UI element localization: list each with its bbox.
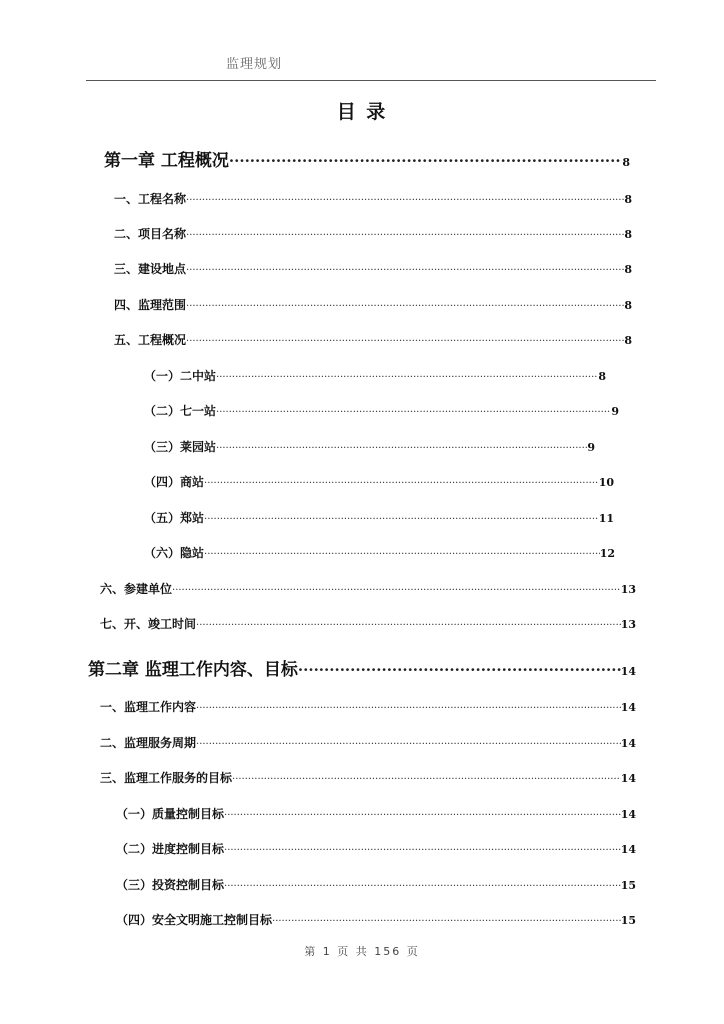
toc-entry-label: （三）莱园站	[144, 440, 217, 454]
toc-page-number: 8	[598, 370, 606, 383]
toc-page-number: 8	[624, 228, 632, 241]
toc-entry[interactable]	[144, 544, 615, 562]
toc-leader-dots	[196, 620, 621, 631]
toc-entry[interactable]	[116, 840, 636, 858]
toc-leader-dots	[204, 478, 599, 489]
toc-entry-label: 二、监理服务周期	[100, 736, 197, 750]
toc-entry[interactable]	[100, 698, 636, 716]
toc-entry[interactable]	[114, 260, 632, 278]
toc-entry[interactable]	[114, 296, 632, 314]
toc-page-number: 8	[624, 263, 632, 276]
toc-page-number: 14	[620, 808, 636, 821]
toc-page-number: 8	[622, 156, 630, 169]
toc-leader-dots	[229, 152, 622, 170]
toc-page-number: 14	[620, 737, 636, 750]
toc-entry[interactable]	[114, 225, 632, 243]
toc-entry[interactable]	[116, 876, 636, 894]
toc-leader-dots	[224, 845, 621, 856]
toc-entry-label: （三）投资控制目标	[116, 878, 225, 892]
toc-page-number: 12	[599, 547, 615, 560]
toc-title: 目 录	[336, 101, 388, 123]
toc-page-number: 8	[624, 299, 632, 312]
toc-entry[interactable]	[144, 402, 619, 420]
toc-entry[interactable]	[116, 911, 636, 929]
toc-page-number: 14	[620, 772, 636, 785]
toc-entry-label: （二）七一站	[144, 404, 217, 418]
toc-entry[interactable]	[100, 615, 636, 633]
toc-page-number: 13	[620, 618, 636, 631]
toc-page-number: 15	[620, 879, 636, 892]
toc-page-number: 14	[620, 843, 636, 856]
toc-leader-dots	[216, 372, 598, 383]
toc-entry-label: （五）郑站	[144, 511, 205, 525]
toc-entry-label: 五、工程概况	[114, 333, 187, 347]
toc-leader-dots	[186, 336, 624, 347]
toc-entry-label: 四、监理范围	[114, 298, 187, 312]
toc-leader-dots	[186, 230, 624, 241]
toc-entry[interactable]	[100, 580, 636, 598]
toc-entry-label: （一）质量控制目标	[116, 807, 225, 821]
toc-entry[interactable]	[144, 438, 595, 456]
toc-leader-dots	[172, 585, 621, 596]
toc-entry[interactable]	[144, 367, 606, 385]
toc-entry[interactable]	[114, 331, 632, 349]
toc-entry[interactable]	[114, 190, 632, 208]
toc-entry[interactable]	[100, 734, 636, 752]
toc-page-number: 11	[598, 512, 614, 525]
toc-entry-label: 一、监理工作内容	[100, 700, 197, 714]
toc-leader-dots	[224, 881, 621, 892]
toc-entry-label: 三、建设地点	[114, 262, 187, 276]
toc-leader-dots	[196, 739, 621, 750]
toc-entry-label: （四）安全文明施工控制目标	[116, 913, 273, 927]
toc-entry-label: （一）二中站	[144, 369, 217, 383]
toc-leader-dots	[186, 195, 624, 206]
toc-page-number: 9	[611, 405, 619, 418]
toc-leader-dots	[204, 549, 600, 560]
toc-leader-dots	[232, 774, 621, 785]
toc-page-number: 13	[620, 583, 636, 596]
toc-leader-dots	[224, 810, 621, 821]
toc-page-number: 9	[587, 441, 595, 454]
header-divider	[86, 80, 656, 81]
toc-leader-dots	[272, 916, 621, 927]
toc-entry[interactable]	[144, 473, 614, 491]
toc-entry[interactable]	[116, 805, 636, 823]
toc-entry[interactable]	[144, 509, 614, 527]
toc-page-number: 15	[620, 914, 636, 927]
toc-leader-dots	[298, 661, 621, 679]
page-footer: 第 1 页 共 156 页	[304, 945, 420, 958]
toc-entry-label: （二）进度控制目标	[116, 842, 225, 856]
toc-entry-label: 七、开、竣工时间	[100, 617, 197, 631]
toc-page-number: 14	[620, 701, 636, 714]
toc-entry-label: 三、监理工作服务的目标	[100, 771, 233, 785]
toc-page-number: 8	[624, 334, 632, 347]
toc-page-number: 14	[620, 665, 636, 678]
toc-entry-chapter-1[interactable]	[104, 146, 630, 170]
toc-leader-dots	[186, 301, 624, 312]
toc-leader-dots	[204, 514, 599, 525]
toc-leader-dots	[216, 407, 611, 418]
toc-entry-label: 第一章 工程概况	[104, 151, 229, 171]
toc-entry-chapter-2[interactable]	[88, 655, 636, 679]
toc-page-number: 8	[624, 193, 632, 206]
toc-entry[interactable]	[100, 769, 636, 787]
toc-entry-label: 二、项目名称	[114, 227, 187, 241]
toc-entry-label: 六、参建单位	[100, 582, 173, 596]
toc-entry-label: （四）商站	[144, 475, 205, 489]
toc-leader-dots	[196, 703, 621, 714]
running-header: 监理规划	[226, 57, 283, 72]
toc-entry-label: 一、工程名称	[114, 192, 187, 206]
toc-entry-label: （六）隐站	[144, 546, 205, 560]
toc-leader-dots	[186, 265, 624, 276]
toc-entry-label: 第二章 监理工作内容、目标	[88, 660, 298, 680]
toc-leader-dots	[216, 443, 587, 454]
toc-page-number: 10	[598, 476, 614, 489]
